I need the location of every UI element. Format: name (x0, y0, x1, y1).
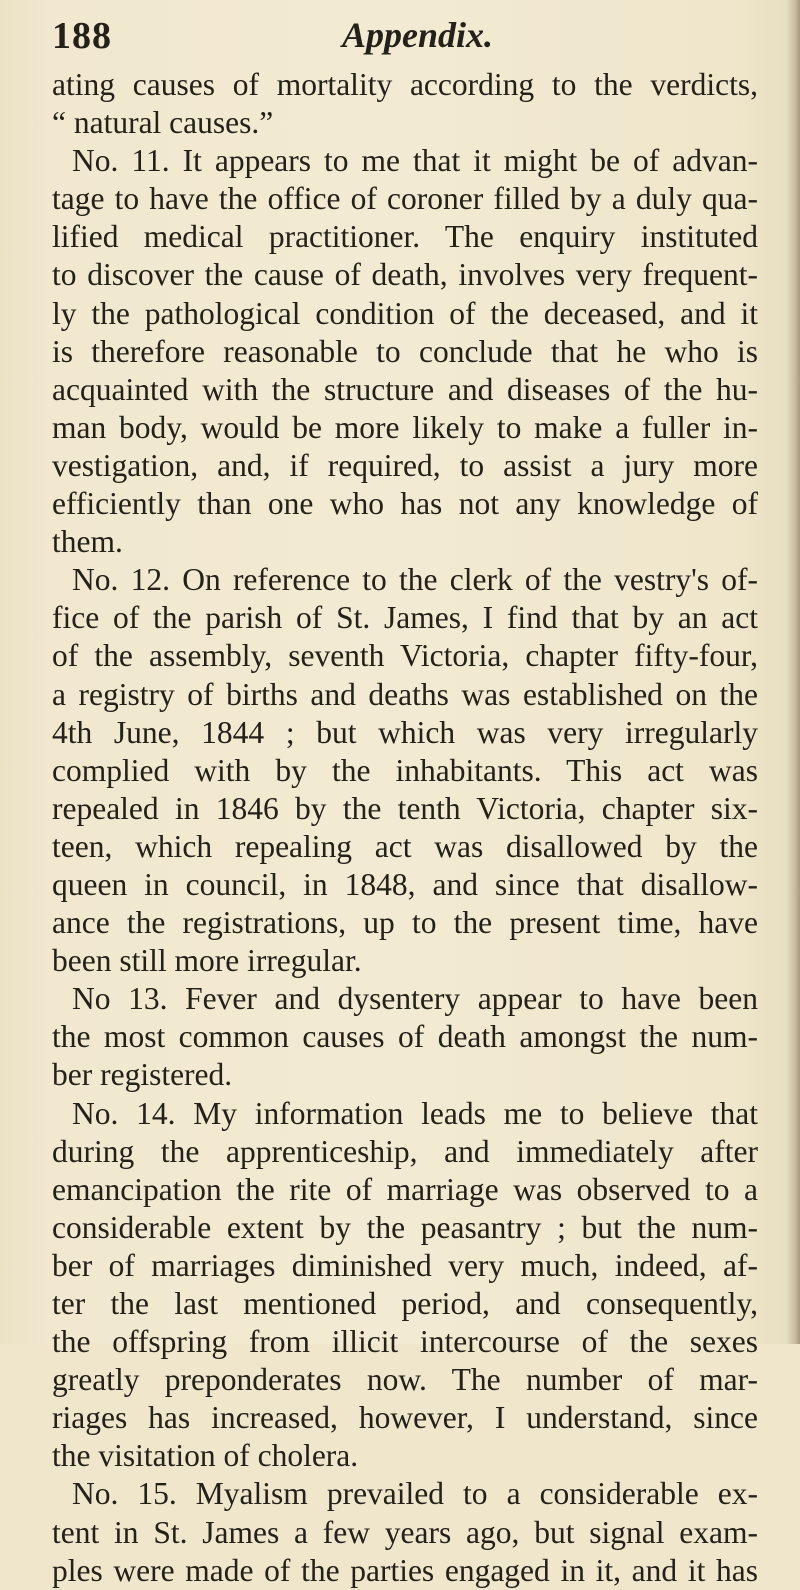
text-line: ber of marriages diminished very much, indeed, af- (52, 1247, 758, 1283)
text-line: them. (52, 524, 123, 560)
text-line: “ natural causes.” (52, 105, 274, 141)
text-line: tent in St. James a few years ago, but signal exam- (52, 1514, 758, 1550)
text-line: considerable extent by the peasantry ; but the num- (52, 1209, 758, 1245)
text-line: No. 11. It appears to me that it might be of advan- (72, 143, 758, 179)
text-line: riages has increased, however, I understand, since (52, 1400, 758, 1436)
text-line: ly the pathological condition of the deceased, and it (52, 295, 758, 331)
text-line: complied with by the inhabitants. This act was (52, 752, 758, 788)
text-line: efficiently than one who has not any knowledge of (52, 486, 758, 522)
text-line: greatly preponderates now. The number of mar- (52, 1362, 758, 1398)
text-line: ance the registrations, up to the present time, have (52, 905, 758, 941)
text-line: vestigation, and, if required, to assist a jury more (52, 447, 758, 483)
page-number: 188 (52, 15, 112, 57)
text-line: during the apprenticeship, and immediately after (52, 1133, 758, 1169)
text-line: the offspring from illicit intercourse of the sexes (52, 1324, 758, 1360)
text-line: No. 12. On reference to the clerk of the vestry's of- (72, 562, 758, 598)
text-line: ber registered. (52, 1057, 233, 1093)
text-line: a registry of births and deaths was established on the (52, 676, 758, 712)
text-line: the visitation of cholera. (52, 1438, 359, 1474)
text-line: No. 15. Myalism prevailed to a considerable ex- (72, 1476, 758, 1512)
text-line: teen, which repealing act was disallowed by the (52, 828, 758, 864)
text-line: emancipation the rite of marriage was observed to a (52, 1171, 758, 1207)
text-line: tage to have the office of coroner filled by a duly qua- (52, 181, 758, 217)
text-line: the most common causes of death amongst the num- (52, 1019, 758, 1055)
text-line: No 13. Fever and dysentery appear to have been (72, 981, 758, 1017)
text-line: been still more irregular. (52, 943, 362, 979)
text-line: is therefore reasonable to conclude that he who is (52, 333, 758, 369)
text-line: queen in council, in 1848, and since that disallow- (52, 866, 758, 902)
text-line: ter the last mentioned period, and consequently, (52, 1286, 758, 1321)
text-line: ating causes of mortality according to the verdicts, (52, 67, 758, 102)
page-edge-shadow (786, 0, 800, 1344)
page-header (52, 14, 752, 64)
body-text (52, 66, 758, 1590)
text-line: acquainted with the structure and diseases of the hu- (52, 371, 758, 407)
text-line: fice of the parish of St. James, I find that by an act (52, 600, 758, 636)
text-line: ples were made of the parties engaged in it, and it has (52, 1552, 758, 1588)
text-line: to discover the cause of death, involves very frequent- (52, 257, 758, 293)
text-line: lified medical practitioner. The enquiry instituted (52, 219, 758, 255)
text-line: repealed in 1846 by the tenth Victoria, chapter six- (52, 790, 758, 826)
running-title: Appendix. (342, 15, 494, 55)
text-line: 4th June, 1844 ; but which was very irregularly (52, 714, 758, 750)
text-line: of the assembly, seventh Victoria, chapter fifty-four, (52, 638, 758, 674)
text-line: man body, would be more likely to make a fuller in- (52, 409, 758, 445)
text-line: No. 14. My information leads me to believe that (72, 1095, 758, 1131)
